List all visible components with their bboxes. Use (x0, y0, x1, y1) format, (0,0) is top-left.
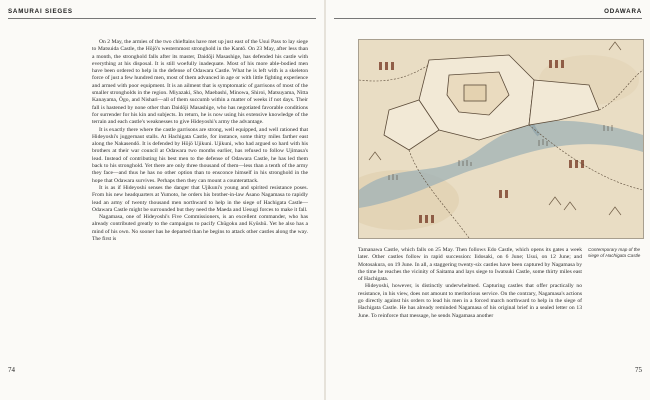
header-rule-left (8, 18, 316, 19)
map-illustration (359, 40, 643, 238)
paragraph: It is exactly there where the castle garrisons are strong, well equipped, and well rationed that Hideyoshi's juggernaut stalls. At Hachigata Castle, for instance, some thirty miles farther east along the Nakasendō. It is defended by Hōjō Ujikuni. Ujikuni, who had argued so hard with his brothers at their war council at Odawara two months earlier, has refused to follow Ujimasa's lead. Instead of contributing his best men to the defense of Odawara Castle, he has led them back to his stronghold. Yet there are only three thousand of them—less than a tenth of the army they face—and thus he has no other option than to ensconce himself in his stronghold in the hope that Odawara survives. Perhaps then they can mount a counterattack. (92, 126, 308, 184)
page-number-right: 75 (635, 366, 642, 374)
paragraph: It is as if Hideyoshi senses the danger that Ujikuni's young and spirited resistance poses. From his new headquarters at Yumoto, he orders his brother-in-law Asano Nagamasa to rapidly lead an army of twenty thousand men northward to help in the siege of Hachigata Castle—Odawara Castle might be surrounded but they need the Maeda and Uesugi forces to make it fall. (92, 184, 308, 213)
siege-map-figure (358, 39, 644, 239)
paragraph: Hideyoshi, however, is distinctly underwhelmed. Capturing castles that offer practically no resistance, in his view, does not amount to meritorious service. On the contrary, Nagamasa's actions go directly against his orders to lead his men in a forced march northward to help in the siege of Hachigata Castle. He has already reminded Nagamasa of his original brief in a sealed letter on 13 June. To reinforce that message, he sends Nagamasa another (358, 283, 582, 319)
paragraph: Nagamasa, one of Hideyoshi's Five Commissioners, is an excellent commander, who has already contributed greatly to the campaigns to pacify Chūgoku and Kyūshū. Yet he also has a mind of his own. No sooner has he departed than he begins to attack other castles along the way. The first is (92, 214, 308, 243)
left-text-column (92, 39, 308, 243)
paragraph: On 2 May, the armies of the two chieftains have met up just east of the Usui Pass to lay siege to Matsuida Castle, the Hōjō's westernmost stronghold in the Kantō. On 23 May, after less than a month, the stronghold falls after its master, Daidōji Masashige, has defended his castle with everything at his disposal. It is still woefully inadequate. Most of his more able-bodied men have been ordered to help in the defense of Odawara Castle. What he is left with is a skeleton force of just a few hundred men, most of them advanced in age or with little fighting experience and armed with poor equipment. It is an ailment that is symptomatic of garrisons of most of the smaller strongholds in the region. Miyazaki, Sho, Maebashi, Minowa, Shiroi, Matsuyama, Nitta Kanayama, Ōgo, and Nishari—all of them succumb within a matter of weeks if not days. Their fall is hastened by none other than Daidōji Masashige, who has negotiated favorable conditions for surrender for his kin and subjects. In return, he is now using his extensive knowledge of the terrain and each castle's weaknesses to give Hideyoshi's army the advantage. (92, 39, 308, 126)
right-text-column (358, 247, 582, 320)
running-head-right: ODAWARA (604, 8, 642, 15)
header-rule-right (334, 18, 642, 19)
running-head-left: SAMURAI SIEGES (8, 8, 73, 15)
left-page (0, 0, 324, 400)
right-page (326, 0, 650, 400)
paragraph: Tamanawa Castle, which falls on 25 May. Then follows Edo Castle, which opens its gates a week later. Other castles follow in rapid succession: Iidosaki, on 6 June; Usui, on 12 June; and Motosakura, on 19 June. In all, a staggering twenty-six castles have been captured by Nagamasa by the time he reaches the vicinity of Saitama and lays siege to Iwatsuki Castle, some thirty miles east of Hachigata. (358, 247, 582, 283)
figure-caption: Contemporary map of the siege of Hachigata Castle (588, 247, 641, 258)
page-number-left: 74 (8, 366, 15, 374)
